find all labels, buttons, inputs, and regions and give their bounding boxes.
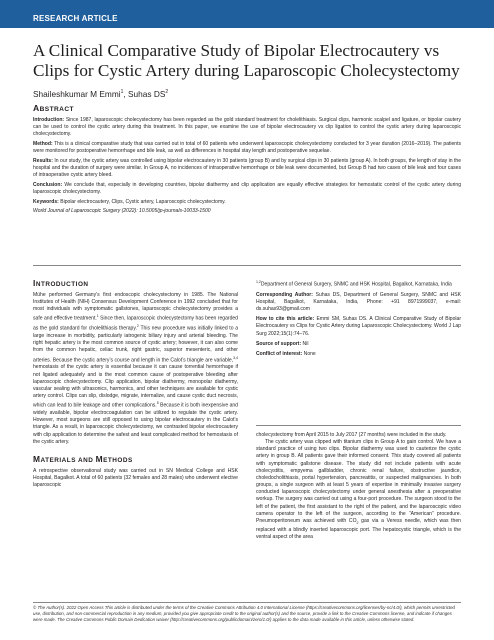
methods-heading: MATERIALS AND METHODS <box>33 453 133 464</box>
section-banner <box>0 0 494 28</box>
abstract-heading: ABSTRACT <box>33 103 74 113</box>
conflict-of-interest: Conflict of interest: None <box>256 350 316 357</box>
abstract-conclusion: Conclusion: We conclude that, especially in developing countries, bipolar diathermy and clip application are equally effective strategies for hemostatic control of the cystic artery during laparoscopic cholecystectomy. <box>33 181 461 195</box>
abstract-results: Results: In our study, the cystic artery was controlled using bipolar electrocautery in 30 patients (group B) and by surgical clips in 30 patients (group A). In both groups, the length of stay in the hospital and the duration of surgery were similar. In Group A, no incidences of intraoperative hemorrhage or bile leak were documented, but Group B had two cases of bile leak and four cases of intraoperative cystic artery bleed. <box>33 157 461 179</box>
article-info-box <box>256 279 461 361</box>
author-line <box>33 89 168 99</box>
article-type-label: RESEARCH ARTICLE <box>33 14 118 23</box>
introduction-heading: INTRODUCTION <box>33 278 89 288</box>
article-title: A Clinical Comparative Study of Bipolar Electrocautery vs Clips for Cystic Artery during Laparoscopic Cholecystectomy <box>33 41 460 80</box>
author-affiliation-mark: 2 <box>165 89 169 96</box>
footer-divider <box>33 602 461 603</box>
author-separator: , <box>123 89 129 99</box>
abstract-method: Method: This is a clinical comparative study that was carried out in total of 60 patients who underwent laparoscopic cholecystectomy conducted for 3 year duration (2016–2019). The patients were monitored for postoperative hemorrhage and bile leak, as well as differences in hospital stay length and postoperative sequelae. <box>33 140 461 155</box>
abstract-section <box>33 103 461 218</box>
methods-text: A retrospective observational study was carried out in SN Medical College and HSK Hospital, Bagalkot. A total of 60 patients (32 females and 28 males) who underwent elective laparoscopic <box>33 467 238 489</box>
how-to-cite: How to cite this article: Emmi SM, Suhas DS. A Clinical Comparative Study of Bipolar Electrocautery vs Clips for Cystic Artery during Laparoscopic Cholecystectomy. World J Lap Surg 2022;15(1):74–76. <box>256 316 461 337</box>
abstract-divider <box>33 265 461 266</box>
license-footer: © The Author(s). 2022 Open Access This article is distributed under the terms of the Creative Commons Attribution 4.0 International License (https://creativecommons.org/licenses/by-nc/4.0/), which permits unrestricted use, distribution, and non-commercial reproduction in any medium, provided you give appropriate credit to the original author(s) and the source, provide a link to the Creative Commons license, and indicate if changes were made. The Creative Commons Public Domain Dedication waiver (http://creativecommons.org/publicdomain/zero/1.0/) applies to the data made available in this article, unless otherwise stated. <box>33 605 455 623</box>
info-divider <box>256 425 461 426</box>
affiliation: $^{1,2}$Department of General Surgery, SNMC and HSK Hospital, Bagalkot, Karnataka, India <box>256 280 452 288</box>
methods-text-continued: cholecystectomy from April 2015 to July 2017 (27 months) were included in the study. <box>256 432 447 438</box>
introduction-text: Mühe performed Germany’s first endoscopic cholecystectomy in 1985. The National Institutes of Health (NIH) Consensus Development Conference in 1992 concluded that for most individuals with symptomatic gallstones, laparoscopic cholecystectomy provides a safe and effective treatment.$^1$ Since then, laparoscopic cholecystectomy has been regarded as the gold standard for cholelithiasis therapy.$^2$ This new procedure was initially linked to a large increase in morbidity, particularly iatrogenic biliary injury and arterial bleeding. The right hepatic artery is the most common source of cystic artery; however, it can also come from the common hepatic, celiac trunk, right gastric, superior mesenteric, and other arteries. Because the cystic artery’s course and length in the Calot’s triangle are variable,$^{3,4}$ hemostasis of the cystic artery is essential because it can cause torrential hemorrhage if not ligated adequately and is the most common cause of postoperative bleeding after laparoscopic cholecystectomy. Clip application, bipolar diathermy, monopolar diathermy, vascular sealing with ultrasonics, harmonics, and other techniques are available for cystic artery control. Clips can slip, dislodge, migrate, internalize, and cause cystic duct necrosis, which can lead to bile leakage and other complications.$^5$ Because it is both inexpensive and widely available, bipolar electrocoagulation can be utilized to regulate the cystic artery. However, most surgeons are still opposed to using bipolar electrocautery in the Calot’s triangle. As a result, in laparoscopic cholecystectomy, we contrasted bipolar electrocautery with clip application to determine the safest and least complicated method for hemostasis of the cystic artery. <box>33 292 238 445</box>
left-column <box>33 278 238 489</box>
right-column <box>256 432 461 541</box>
journal-citation: World Journal of Laparoscopic Surgery (2022): 10.5005/jp-journals-10033-1500 <box>33 208 211 215</box>
abstract-keywords: Keywords: Bipolar electrocautery, Clips, Cystic artery, Laparoscopic cholecystectomy. <box>33 198 226 205</box>
author-name: Suhas DS <box>128 89 166 99</box>
corresponding-author: Corresponding Author: Suhas DS, Department of General Surgery, SNMC and HSK Hospital, Bagalkot, Karnataka, India, Phone: +91 8971999037, e-mail: ds.suhas93@gmail.com <box>256 291 461 313</box>
source-of-support: Source of support: Nil <box>256 340 309 347</box>
methods-procedure-text: The cystic artery was clipped with titanium clips in Group A to gain control. We have a standard practice of using two clips. Bipolar diathermy was used to cauterize the cystic artery in group B. All patients gave their informed consent. This study covered all patients with symptomatic gallstone disease. The study did not include patients with acute cholecystitis, empyema gallbladder, chronic renal failure, obstructive jaundice, choledocholithiasis, portal hypertension, pancreatitis, or suspected malignancies. In both groups, a single surgeon with at least 5 years of expertise in minimally invasive surgery conducted laparoscopic cholecystectomy under general anesthesia after a preoperative workup. The surgery was carried out using a four-port procedure. The surgeon stood to the left of the patient, the first assistant to the right of the patient, and the laparoscopic video camera operator to the left of the surgeon, according to the “American” procedure. Pneumoperitoneum was achieved with $CO_2$ gas via a Veress needle, which was then replaced with a blindly inserted laparoscopic port. The hepatocystic triangle, which is the ventral aspect of the area <box>256 439 461 541</box>
author-affiliation-mark: 1 <box>120 89 124 96</box>
author-name: Shaileshkumar M Emmi <box>33 89 121 99</box>
abstract-introduction: Introduction: Since 1987, laparoscopic cholecystectomy has been regarded as the gold standard treatment for cholelithiasis. Surgical clips, harmonic scalpel and ligature, or bipolar cautery can be used to control the cystic artery during this treatment. In this paper, we examine the use of bipolar electrocautery vs clip ligation to control the cystic artery during laparoscopic cholecystectomy. <box>33 117 461 138</box>
